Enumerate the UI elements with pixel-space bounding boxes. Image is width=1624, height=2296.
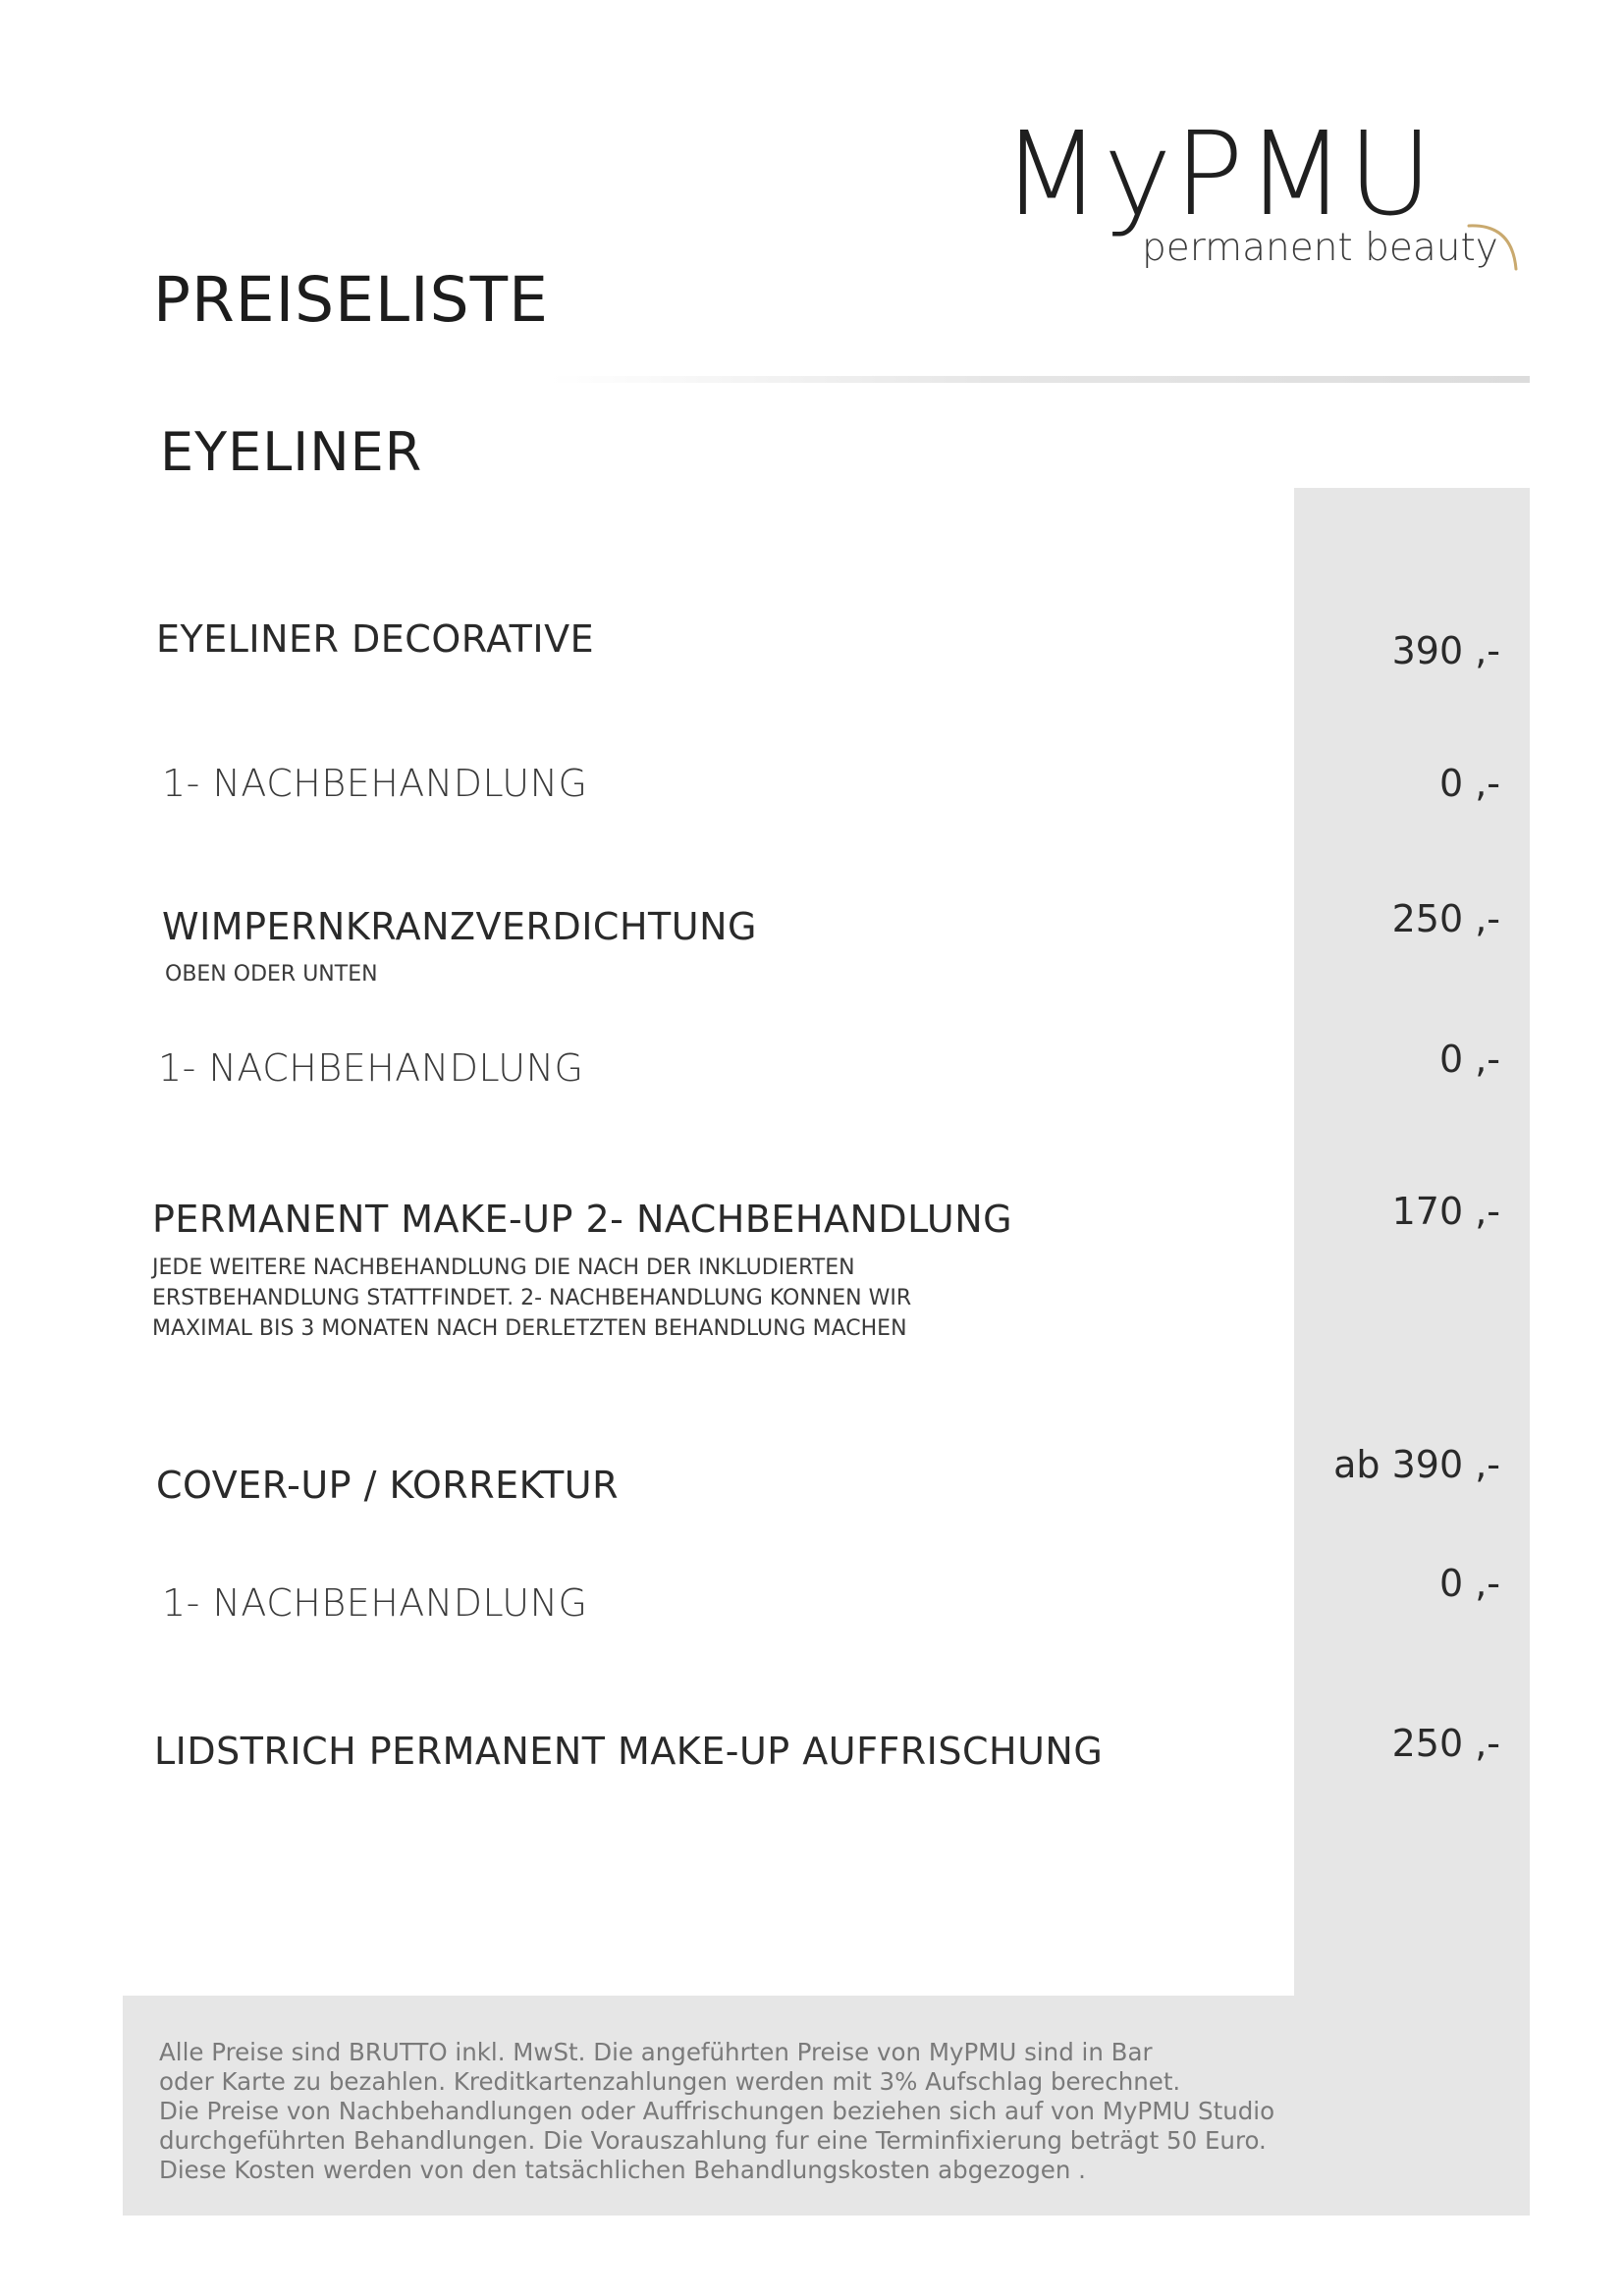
item-name: PERMANENT MAKE-UP 2- NACHBEHANDLUNG (152, 1198, 1013, 1241)
item-name: 1- NACHBEHANDLUNG (162, 762, 588, 805)
footer-line: oder Karte zu bezahlen. Kreditkartenzahlungen werden mit 3% Aufschlag berechnet. (159, 2067, 1181, 2096)
item-name: COVER-UP / KORREKTUR (156, 1464, 620, 1507)
item-description: OBEN ODER UNTEN (165, 962, 378, 987)
footer-line: Diese Kosten werden von den tatsächlichen Behandlungskosten abgezogen . (159, 2156, 1086, 2184)
footer-note (159, 2038, 1465, 2185)
item-price: 0 ,- (1438, 1562, 1500, 1605)
footer-line: durchgeführten Behandlungen. Die Vorauszahlung fur eine Terminfixierung beträgt 50 Euro. (159, 2126, 1267, 2155)
divider (550, 376, 1530, 383)
item-price: 170 ,- (1391, 1190, 1500, 1233)
item-price: 250 ,- (1391, 1722, 1500, 1765)
item-price: 0 ,- (1438, 1038, 1500, 1081)
logo-tagline: permanent beauty (1142, 226, 1498, 270)
item-price: ab 390 ,- (1333, 1443, 1500, 1486)
price-column-background (1294, 488, 1530, 1996)
footer-line: Die Preise von Nachbehandlungen oder Auffrischungen beziehen sich auf von MyPMU Studio (159, 2097, 1275, 2125)
item-name: WIMPERNKRANZVERDICHTUNG (162, 905, 757, 948)
item-price: 390 ,- (1391, 629, 1500, 672)
logo-arc-icon (1461, 220, 1532, 283)
item-name: LIDSTRICH PERMANENT MAKE-UP AUFFRISCHUNG (154, 1730, 1104, 1773)
item-description-line: JEDE WEITERE NACHBEHANDLUNG DIE NACH DER INKLUDIERTEN (152, 1255, 855, 1280)
item-name: 1- NACHBEHANDLUNG (162, 1581, 588, 1625)
page-title: PREISELISTE (153, 264, 549, 336)
item-description-line: MAXIMAL BIS 3 MONATEN NACH DERLETZTEN BEHANDLUNG MACHEN (152, 1316, 907, 1341)
item-price: 0 ,- (1438, 762, 1500, 805)
item-description (152, 1253, 911, 1344)
logo-wordmark: MyPMU (1001, 106, 1435, 241)
section-title: EYELINER (160, 421, 423, 483)
item-name: 1- NACHBEHANDLUNG (158, 1046, 584, 1090)
item-price: 250 ,- (1391, 897, 1500, 940)
footer-line: Alle Preise sind BRUTTO inkl. MwSt. Die angeführten Preise von MyPMU sind in Bar (159, 2038, 1153, 2066)
item-description-line: ERSTBEHANDLUNG STATTFINDET. 2- NACHBEHANDLUNG KONNEN WIR (152, 1286, 912, 1310)
item-name: EYELINER DECORATIVE (156, 617, 595, 661)
